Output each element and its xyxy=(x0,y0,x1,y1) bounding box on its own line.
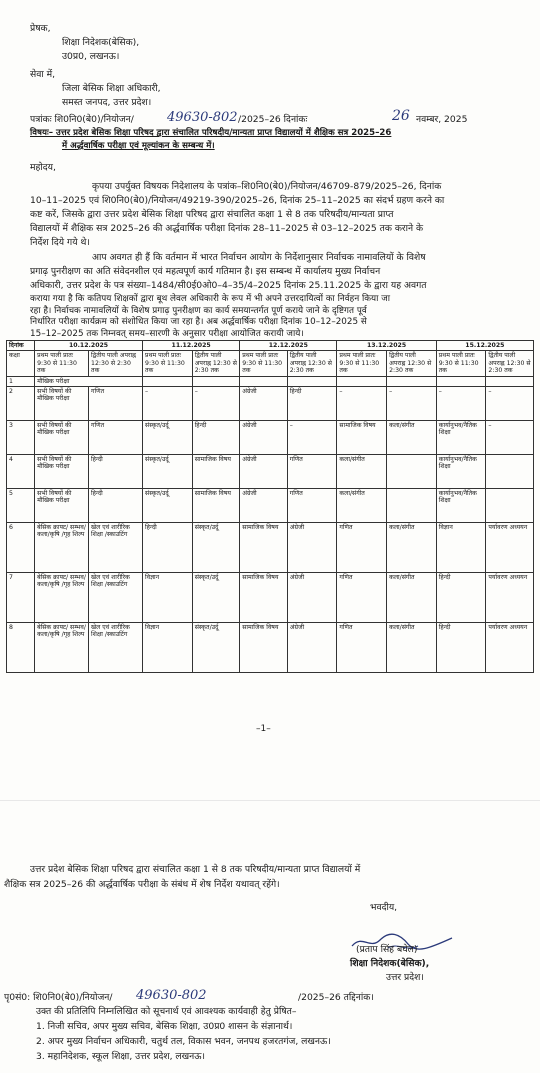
table-cell: संस्कृत/उर्दू xyxy=(192,573,240,623)
table-cell: कार्यानुभव/नैतिक शिक्षा xyxy=(436,489,486,523)
table-cell: कला/संगीत xyxy=(337,489,387,523)
table-cell: संस्कृत/उर्दू xyxy=(192,623,240,673)
shift-header: द्वितीय पाली अपराह्न 12:30 से 2:30 तक xyxy=(287,351,337,376)
table-cell: अंग्रेजी xyxy=(287,523,337,573)
table-row xyxy=(7,376,534,386)
table-row xyxy=(7,387,534,421)
date-header: 15.12.2025 xyxy=(436,341,533,351)
table-cell: कार्यानुभव/नैतिक शिक्षा xyxy=(436,421,486,455)
table-cell: अंग्रेजी xyxy=(240,421,288,455)
shift-header: प्रथम पाली प्रातः 9:30 से 11:30 तक xyxy=(436,351,486,376)
table-cell: खेल एवं शारीरिक शिक्षा /स्काउटिंग xyxy=(89,623,143,673)
table-cell: विज्ञान xyxy=(143,623,193,673)
table-cell: – xyxy=(192,387,240,421)
table-row xyxy=(7,623,534,673)
subject-line-1: विषयः– उत्तर प्रदेश बेसिक शिक्षा परिषद द्वारा संचालित परिषदीय/मान्यता प्राप्त विद्यालयों में शैक्षिक सत्र 2025–26 xyxy=(30,128,392,138)
table-cell: पर्यावरण अध्ययन xyxy=(486,573,534,623)
table-cell: सामाजिक विषय xyxy=(240,623,288,673)
date-header: 12.12.2025 xyxy=(240,341,337,351)
table-cell: – xyxy=(337,387,387,421)
table-cell: पर्यावरण अध्ययन xyxy=(486,523,534,573)
copy-list-item: 2. अपर मुख्य निर्वाचन अधिकारी, चतुर्थ तल, विकास भवन, जनपथ हजरतगंज, लखनऊ। xyxy=(36,1036,331,1047)
class-number-cell: 5 xyxy=(7,489,35,523)
table-cell: कला/संगीत xyxy=(387,421,437,455)
shift-header: प्रथम पाली प्रातः 9:30 से 11:30 तक xyxy=(143,351,193,376)
corner-date-label: दिनांक xyxy=(9,342,24,349)
para1-line-1: कृपया उपर्युक्त विषयक निदेशालय के पत्रांक–शि0नि0(बे0)/नियोजन/46709-879/2025–26, दिनांक xyxy=(92,181,442,192)
page2-line-2: शैक्षिक सत्र 2025–26 की अर्द्धवार्षिक परीक्षा के संबंध में शेष निर्देश यथावत् रहेंगे। xyxy=(4,879,280,890)
table-cell: विज्ञान xyxy=(436,523,486,573)
table-cell: सभी विषयों की मौखिक परीक्षा xyxy=(35,455,89,489)
table-cell xyxy=(287,376,337,386)
table-cell: बेसिक क्राफ्ट/ सम्भव/ कला/कृषि /गृह शिल्प xyxy=(35,623,89,673)
table-cell: बेसिक क्राफ्ट/ सम्भव/ कला/कृषि /गृह शिल्प xyxy=(35,573,89,623)
para2-line-6: निर्धारित परीक्षा कार्यक्रम को संशोधित किया जा रहा है। अब अर्द्धवार्षिक परीक्षा दिनांक 10–12–2025 से xyxy=(30,317,367,327)
table-cell xyxy=(143,376,193,386)
para2-line-7: 15–12–2025 तक निम्नवत् समय–सारणी के अनुसार परीक्षा आयोजित करायी जाये। xyxy=(30,328,304,339)
date-header: 13.12.2025 xyxy=(337,341,436,351)
table-row xyxy=(7,489,534,523)
table-cell: सभी विषयों की मौखिक परीक्षा xyxy=(35,387,89,421)
para1-line-5: निर्देश दिये गये थे। xyxy=(30,237,90,248)
table-corner xyxy=(7,341,35,351)
table-cell: गणित xyxy=(337,573,387,623)
table-cell xyxy=(337,376,387,386)
reference-prefix: पत्रांकः शि0नि0(बे0)/नियोजन/ xyxy=(30,114,134,125)
shift-header: प्रथम पाली प्रातः 9:30 से 11:30 तक xyxy=(337,351,387,376)
table-date-row xyxy=(7,341,534,351)
table-cell: मौखिक परीक्षा xyxy=(35,376,143,386)
from-line-2: उ0प्र0, लखनऊ। xyxy=(62,51,120,62)
corner-class-label: कक्षा xyxy=(7,351,35,376)
table-body xyxy=(7,376,534,672)
shift-header: द्वितीय पाली अपराह्न 12:30 से 2:30 तक xyxy=(486,351,534,376)
shift-header: द्वितीय पाली अपराह्न 12:30 से 2:30 तक xyxy=(192,351,240,376)
table-cell: कला/संगीत xyxy=(387,573,437,623)
table-cell: हिन्दी xyxy=(287,387,337,421)
table-cell: गणित xyxy=(89,421,143,455)
salutation: महोदय, xyxy=(30,162,56,173)
table-cell: पर्यावरण अध्ययन xyxy=(486,623,534,673)
to-line-1: जिला बेसिक शिक्षा अधिकारी, xyxy=(62,83,161,94)
para1-line-3: कष्ट करें, जिसके द्वारा उत्तर प्रदेश बेसिक शिक्षा परिषद द्वारा संचालित कक्षा 1 से 8 तक परिषदीय/मान्यता प्राप्त xyxy=(30,209,394,220)
para2-line-4: कराया गया है कि कतिपय शिक्षकों द्वारा बूथ लेवल अधिकारी के रूप में भी अपने उत्तरदायित्वों का निर्वहन किया जा xyxy=(30,294,391,304)
table-cell xyxy=(387,489,437,523)
page-number: –1– xyxy=(256,724,271,734)
table-cell: गणित xyxy=(89,387,143,421)
signatory-place: उत्तर प्रदेश। xyxy=(386,972,424,983)
copy-list-item: 1. निजी सचिव, अपर मुख्य सचिव, बेसिक शिक्षा, उ0प्र0 शासन के संज्ञानार्थ। xyxy=(36,1021,293,1032)
shift-header: द्वितीय पाली अपराह्न 12:30 से 2:30 तक xyxy=(89,351,143,376)
table-shift-row xyxy=(7,351,534,376)
table-cell: संस्कृत/उर्दू xyxy=(143,455,193,489)
from-label: प्रेषक, xyxy=(30,23,51,34)
table-cell xyxy=(486,376,534,386)
table-cell: अंग्रेजी xyxy=(240,455,288,489)
endorsement-number-handwritten: 49630-802 xyxy=(136,988,207,1003)
table-cell: सामाजिक विषय xyxy=(240,573,288,623)
class-number-cell: 2 xyxy=(7,387,35,421)
table-cell: – xyxy=(387,387,437,421)
table-cell: बेसिक क्राफ्ट/ सम्भव/ कला/कृषि /गृह शिल्प xyxy=(35,523,89,573)
class-number-cell: 8 xyxy=(7,623,35,673)
table-cell: गणित xyxy=(287,455,337,489)
table-cell: – xyxy=(143,387,193,421)
date-suffix: नवम्बर, 2025 xyxy=(416,114,468,125)
table-cell: – xyxy=(287,421,337,455)
reference-number-handwritten: 49630-802 xyxy=(167,110,238,125)
table-cell: सामाजिक विषय xyxy=(240,523,288,573)
table-row xyxy=(7,573,534,623)
to-label: सेवा में, xyxy=(30,69,56,80)
para1-line-2: 10–11–2025 एवं शि0नि0(बे0)/नियोजन/49219-390/2025–26, दिनांक 25–11–2025 का संदर्भ ग्रहण करने का xyxy=(30,195,445,206)
table-cell: कला/संगीत xyxy=(387,523,437,573)
table-cell: गणित xyxy=(337,523,387,573)
signatory-title: शिक्षा निदेशक(बेसिक), xyxy=(350,958,430,969)
copy-intro: उक्त की प्रतिलिपि निम्नलिखित को सूचनार्थ एवं आवश्यक कार्यवाही हेतु प्रेषित– xyxy=(36,1006,297,1017)
table-cell xyxy=(436,376,486,386)
para1-line-4: विद्यालयों में शैक्षिक सत्र 2025–26 की अर्द्धवार्षिक परीक्षा दिनांक 28–11–2025 से 03–12–2025 तक कराने के xyxy=(30,223,424,234)
shift-header: प्रथम पाली प्रातः 9:30 से 11:30 तक xyxy=(240,351,288,376)
table-cell: गणित xyxy=(287,489,337,523)
table-row xyxy=(7,421,534,455)
table-cell: खेल एवं शारीरिक शिक्षा /स्काउटिंग xyxy=(89,523,143,573)
date-handwritten: 26 xyxy=(392,108,410,124)
table-cell xyxy=(486,489,534,523)
from-line-1: शिक्षा निदेशक(बेसिक), xyxy=(62,37,140,48)
table-cell: खेल एवं शारीरिक शिक्षा /स्काउटिंग xyxy=(89,573,143,623)
table-cell: गणित xyxy=(337,623,387,673)
table-cell xyxy=(387,455,437,489)
table-cell xyxy=(486,455,534,489)
table-cell: सभी विषयों की मौखिक परीक्षा xyxy=(35,421,89,455)
table-cell: कला/संगीत xyxy=(387,623,437,673)
table-cell: अंग्रेजी xyxy=(287,573,337,623)
table-cell: सभी विषयों की मौखिक परीक्षा xyxy=(35,489,89,523)
class-number-cell: 4 xyxy=(7,455,35,489)
table-cell: सामाजिक विषय xyxy=(192,489,240,523)
table-cell: हिन्दी xyxy=(436,623,486,673)
para2-line-2: प्रगाढ़ पुनरीक्षण का अति संवेदनशील एवं महत्वपूर्ण कार्य गतिमान है। इस सम्बन्ध में कार्यालय मुख्य निर्वाचन xyxy=(30,266,381,277)
date-header: 11.12.2025 xyxy=(143,341,240,351)
table-cell: हिन्दी xyxy=(143,523,193,573)
table-cell: अंग्रेजी xyxy=(240,387,288,421)
table-row xyxy=(7,523,534,573)
table-cell: संस्कृत/उर्दू xyxy=(192,523,240,573)
table-cell xyxy=(387,376,437,386)
exam-schedule-table xyxy=(6,340,534,673)
subject-line-2: में अर्द्धवार्षिक परीक्षा एवं मूल्यांकन के सम्बन्ध में। xyxy=(62,141,215,151)
table-cell: संस्कृत/उर्दू xyxy=(143,489,193,523)
table-cell: अंग्रेजी xyxy=(287,623,337,673)
table-cell: – xyxy=(486,387,534,421)
page2-line-1: उत्तर प्रदेश बेसिक शिक्षा परिषद द्वारा संचालित कक्षा 1 से 8 तक परिषदीय/मान्यता प्राप्त विद्यालयों में xyxy=(30,864,361,875)
table-cell: कला/संगीत xyxy=(337,455,387,489)
reference-suffix: /2025–26 दिनांकः xyxy=(238,114,308,125)
table-cell: हिन्दी xyxy=(89,455,143,489)
table-cell: सामाजिक विषय xyxy=(192,455,240,489)
closing: भवदीय, xyxy=(370,902,398,913)
table-cell: – xyxy=(486,421,534,455)
endorsement-suffix: /2025–26 तद्दिनांक। xyxy=(298,992,374,1003)
table-cell: हिन्दी xyxy=(89,489,143,523)
class-number-cell: 7 xyxy=(7,573,35,623)
table-cell xyxy=(192,376,240,386)
class-number-cell: 1 xyxy=(7,376,35,386)
copy-list-item: 3. महानिदेशक, स्कूल शिक्षा, उत्तर प्रदेश, लखनऊ। xyxy=(36,1051,205,1062)
table-cell xyxy=(240,376,288,386)
table-row xyxy=(7,455,534,489)
to-line-2: समस्त जनपद, उत्तर प्रदेश। xyxy=(62,97,152,108)
para2-line-3: अधिकारी, उत्तर प्रदेश के पत्र संख्या–1484/सी0ई0ओ0–4–35/4–2025 दिनांक 25.11.2025 के द्वारा यह अवगत xyxy=(30,280,427,291)
table-cell: संस्कृत/उर्दू xyxy=(143,421,193,455)
signatory-name: (प्रताप सिंह बघेल) xyxy=(356,944,418,955)
shift-header: प्रथम पाली प्रातः 9:30 से 11:30 तक xyxy=(35,351,89,376)
class-number-cell: 6 xyxy=(7,523,35,573)
table-cell: विज्ञान xyxy=(143,573,193,623)
shift-header: द्वितीय पाली अपराह्न 12:30 से 2:30 तक xyxy=(387,351,437,376)
table-cell: अंग्रेजी xyxy=(240,489,288,523)
table-cell: हिन्दी xyxy=(436,573,486,623)
table-cell: हिन्दी xyxy=(192,421,240,455)
table-cell: कार्यानुभव/नैतिक शिक्षा xyxy=(436,455,486,489)
para2-line-1: आप अवगत ही हैं कि वर्तमान में भारत निर्वाचन आयोग के निर्देशानुसार निर्वाचक नामावलियों के विशेष xyxy=(92,252,426,263)
date-header: 10.12.2025 xyxy=(35,341,143,351)
page-divider xyxy=(0,800,540,801)
table-cell: – xyxy=(436,387,486,421)
para2-line-5: रहा है। निर्वाचक नामावलियों के विशेष प्रगाढ़ पुनरीक्षण का कार्य समयान्तर्गत पूर्ण कराये जाने के दृष्टिगत पूर्व xyxy=(30,305,367,316)
class-number-cell: 3 xyxy=(7,421,35,455)
table-cell: सामाजिक विषय xyxy=(337,421,387,455)
endorsement-prefix: पृ0सं0: शि0नि0(बे0)/नियोजन/ xyxy=(4,992,113,1003)
